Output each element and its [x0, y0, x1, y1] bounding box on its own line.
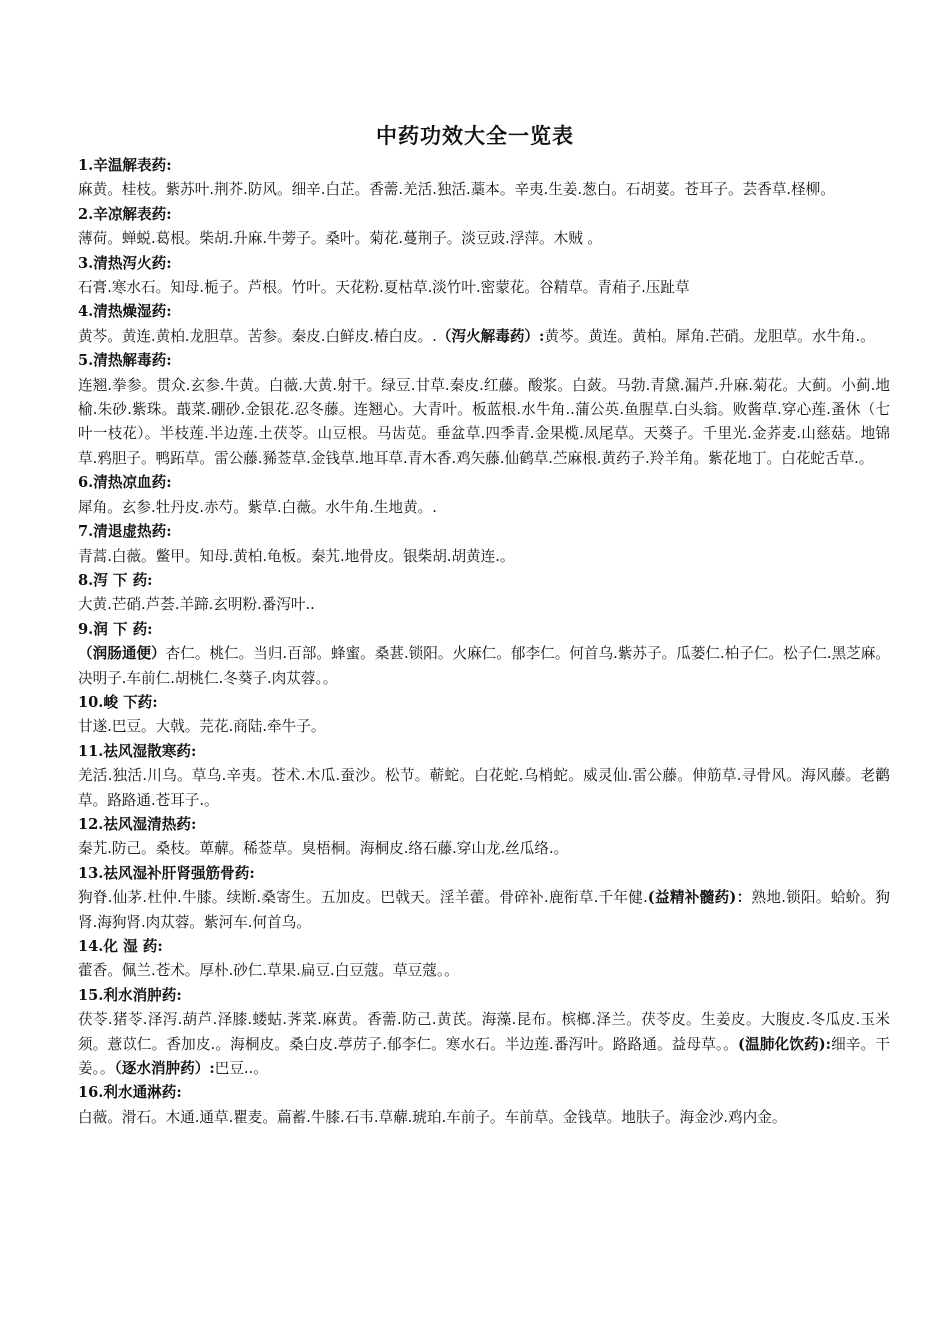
section-heading: 7.清退虚热药: — [78, 523, 172, 541]
section-9 — [78, 618, 890, 691]
inline-subheading: (温肺化饮药): — [738, 1035, 832, 1053]
section-12 — [78, 813, 890, 862]
section-heading: 12.祛风湿清热药: — [78, 815, 197, 833]
section-heading: 1.辛温解表药: — [78, 157, 172, 174]
section-text: 杏仁。桃仁。当归.百部。蜂蜜。桑葚.锁阳。火麻仁。郁李仁。何首乌.紫苏子。瓜蒌仁.柏子仁。松子仁.黑芝麻。决明子.车前仁.胡桃仁.冬葵子.肉苁蓉。。 — [78, 645, 890, 687]
inline-subheading: （润肠通便） — [78, 645, 166, 663]
section-heading: 14.化 湿 药: — [78, 938, 163, 955]
section-body: 青蒿.白薇。鳖甲。知母.黄柏.龟板。秦艽.地骨皮。银柴胡.胡黄连.。 — [78, 547, 515, 565]
section-5 — [78, 349, 890, 471]
section-heading: 16.利水通淋药: — [78, 1084, 182, 1102]
section-14 — [78, 935, 890, 984]
section-body: 甘遂.巴豆。大戟。芫花.商陆.牵牛子。 — [78, 718, 326, 736]
section-7 — [78, 520, 890, 569]
section-heading: 10.峻 下药: — [78, 693, 158, 711]
section-heading: 4.清热燥湿药: — [78, 303, 172, 321]
section-text: 茯苓.猪苓.泽泻.葫芦.泽膝.蝼蛄.荠菜.麻黄。香薷.防己.黄芪。海藻.昆布。槟榔.泽兰。茯苓皮。生姜皮。大腹皮.冬瓜皮.玉米须。薏苡仁。香加皮.。海桐皮。桑白皮.葶苈子.郁李仁。寒水石。半边莲.番泻叶。路路通。益母草。。 — [78, 1011, 890, 1053]
section-text: 巴豆..。 — [214, 1060, 268, 1078]
section-body: 白薇。滑石。木通.通草.瞿麦。萹蓄.牛膝.石韦.草薢.琥珀.车前子。车前草。金钱草。地肤子。海金沙.鸡内金。 — [78, 1108, 787, 1126]
section-16 — [78, 1081, 890, 1130]
section-text: 黄芩。黄连.黄柏.龙胆草。苦参。秦皮.白鲜皮.椿白皮。. — [78, 327, 437, 345]
section-text: 熟地.锁阳。蛤蚧。狗肾.海狗肾.肉苁蓉。紫河车.何首乌。 — [78, 889, 890, 931]
section-body: 犀角。玄参.牡丹皮.赤芍。紫草.白薇。水牛角.生地黄。. — [78, 498, 437, 516]
section-heading: 6.清热凉血药: — [78, 474, 172, 492]
section-15 — [78, 984, 890, 1082]
section-3 — [78, 252, 890, 301]
section-body — [78, 1008, 890, 1081]
document-content — [78, 154, 890, 1130]
section-2 — [78, 203, 890, 252]
inline-subheading: （泻火解毒药）: — [436, 327, 545, 345]
inline-subheading: (益精补髓药)： — [647, 889, 752, 907]
page-title: 中药功效大全一览表 — [376, 123, 574, 148]
section-13 — [78, 862, 890, 935]
section-body: 羌活.独活.川乌。草乌.辛夷。苍术.木瓜.蚕沙。松节。蕲蛇。白花蛇.乌梢蛇。威灵仙.雷公藤。伸筋草.寻骨风。海风藤。老鹳草。路路通.苍耳子.。 — [78, 767, 890, 809]
section-text: 黄芩。黄连。黄柏。犀角.芒硝。龙胆草。水牛角.。 — [544, 327, 875, 345]
section-heading: 5.清热解毒药: — [78, 352, 172, 370]
section-body — [78, 886, 890, 935]
section-heading: 15.利水消肿药: — [78, 986, 182, 1004]
section-heading: 9.润 下 药: — [78, 620, 153, 638]
section-body: 大黄.芒硝.芦荟.羊蹄.玄明粉.番泻叶.. — [78, 596, 315, 614]
section-heading: 3.清热泻火药: — [78, 254, 172, 272]
section-body: 石膏.寒水石。知母.栀子。芦根。竹叶。天花粉.夏枯草.淡竹叶.密蒙花。谷精草。青葙子.压趾草 — [78, 279, 690, 297]
section-body — [78, 642, 890, 691]
section-10 — [78, 691, 890, 740]
section-11 — [78, 740, 890, 813]
section-1 — [78, 154, 890, 203]
section-4 — [78, 300, 890, 349]
section-body: 连翘.拳参。贯众.玄参.牛黄。白薇.大黄.射干。绿豆.甘草.秦皮.红藤。酸浆。白蔹。马勃.青黛.漏芦.升麻.菊花。大蓟。小蓟.地榆.朱砂.紫珠。蕺菜.硼砂.金银花.忍冬藤。连翘心。大青叶。板蓝根.水牛角..蒲公英.鱼腥草.白头翁。败酱草.穿心莲.蚤休（七叶一枝花）。半枝莲.半边莲.土茯苓。山豆根。马齿苋。垂盆草.四季青.金果榄.凤尾草。天葵子。千里光.金荞麦.山慈菇。地锦草.鸦胆子。鸭跖草。雷公藤.豨莶草.金钱草.地耳草.青木香.鸡矢藤.仙鹤草.苎麻根.黄药子.羚羊角。紫花地丁。白花蛇舌草.。 — [78, 376, 890, 467]
section-6 — [78, 471, 890, 520]
section-body: 薄荷。蝉蜕.葛根。柴胡.升麻.牛蒡子。桑叶。菊花.蔓荆子。淡豆豉.浮萍。木贼 。 — [78, 230, 603, 248]
section-text: 狗脊.仙茅.杜仲.牛膝。续断.桑寄生。五加皮。巴戟天。淫羊藿。骨碎补.鹿衔草.千年健. — [78, 889, 648, 907]
section-body: 藿香。佩兰.苍术。厚朴.砂仁.草果.扁豆.白豆蔻。草豆蔻。。 — [78, 962, 459, 980]
inline-subheading: （逐水消肿药）: — [114, 1060, 215, 1078]
section-heading: 2.辛凉解表药: — [78, 205, 172, 223]
section-heading: 11.祛风湿散寒药: — [78, 742, 197, 760]
section-body: 麻黄。桂枝。紫苏叶.荆芥.防风。细辛.白芷。香薷.羌活.独活.藁本。辛夷.生姜.葱白。石胡荽。苍耳子。芸香草.柽柳。 — [78, 181, 835, 199]
section-heading: 13.祛风湿补肝肾强筋骨药: — [78, 864, 255, 882]
section-8 — [78, 569, 890, 618]
section-text: 细辛。干姜。。 — [78, 1035, 890, 1078]
section-heading: 8.泻 下 药: — [78, 571, 153, 589]
section-body — [78, 325, 890, 349]
section-body: 秦艽.防己。桑枝。萆薢。稀莶草。臭梧桐。海桐皮.络石藤.穿山龙.丝瓜络.。 — [78, 840, 569, 858]
